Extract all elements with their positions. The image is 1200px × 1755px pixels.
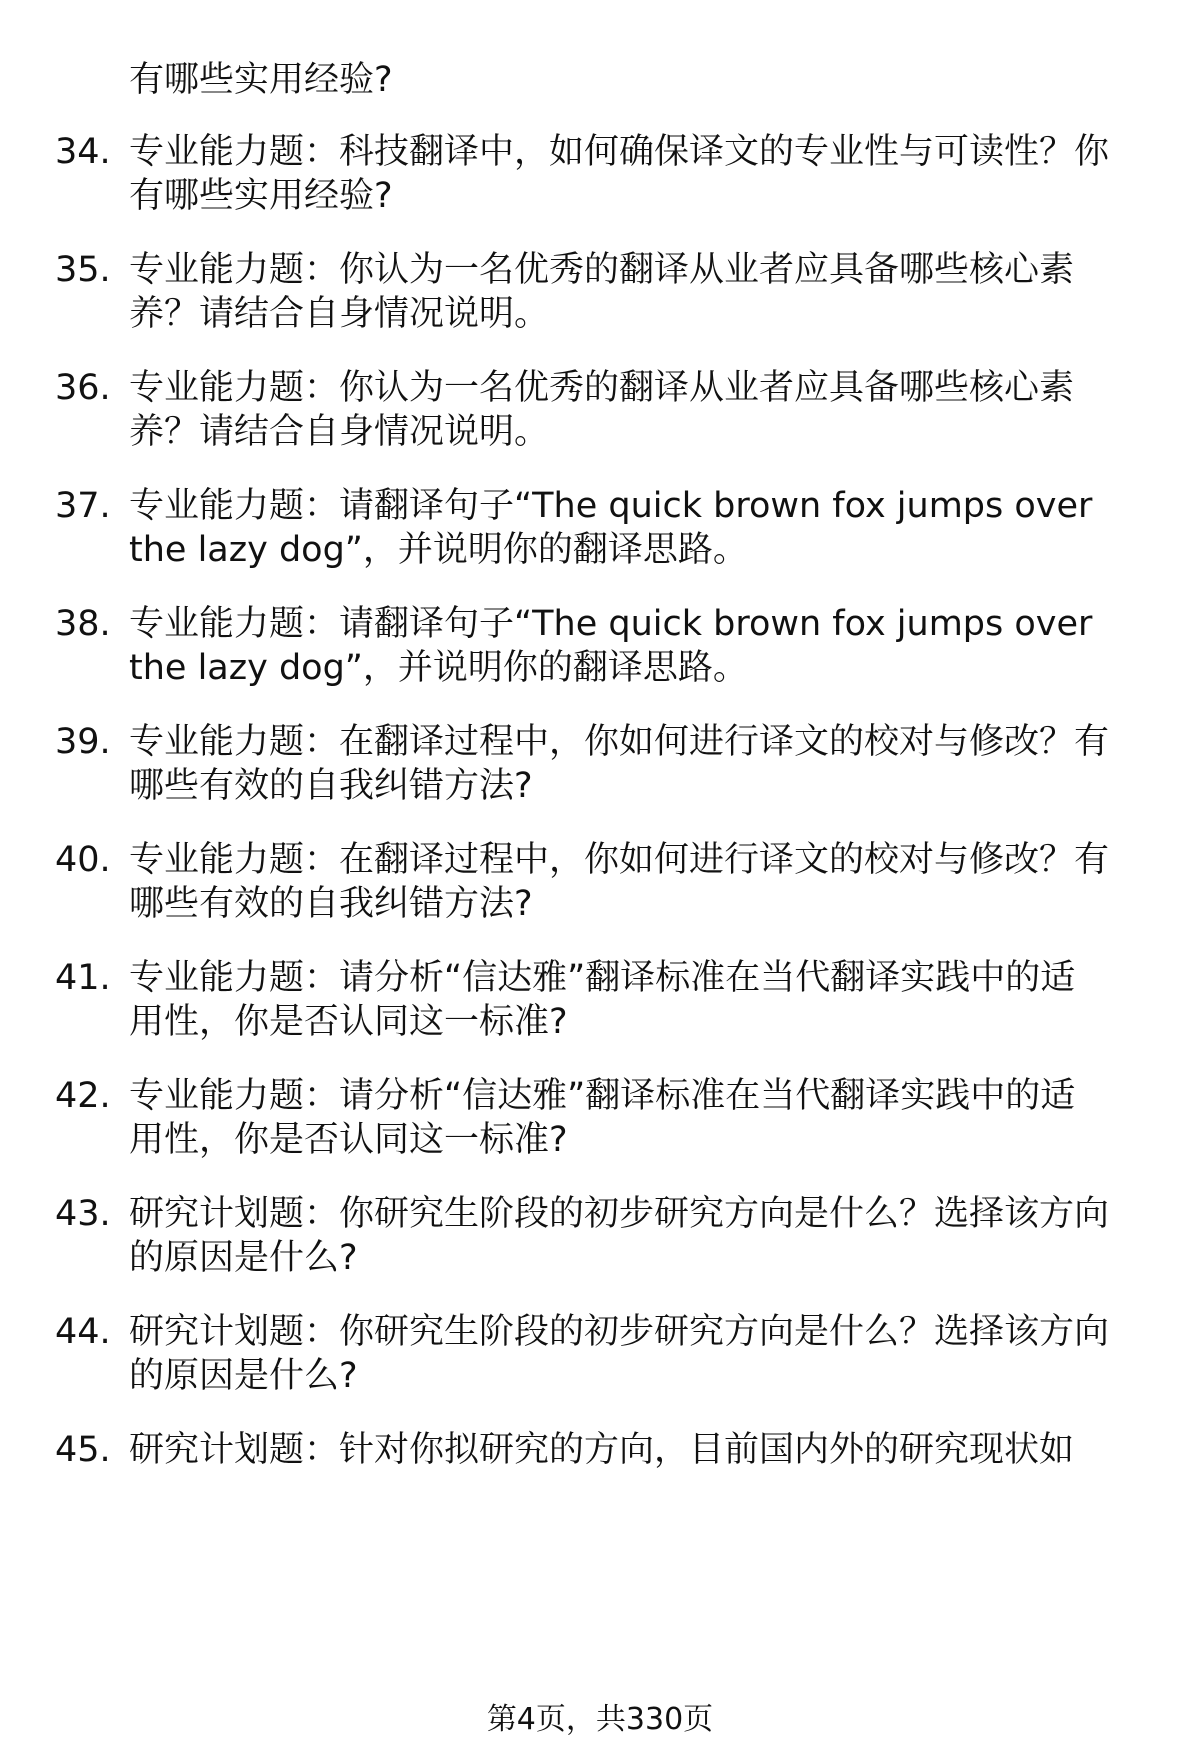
- question-line: 的原因是什么?: [129, 1356, 358, 1396]
- question-line: 专业能力题：请翻译句子“The quick brown fox jumps over: [129, 486, 1093, 526]
- question-line: 研究计划题：针对你拟研究的方向，目前国内外的研究现状如: [129, 1430, 1075, 1470]
- question-number: 39.: [55, 722, 111, 762]
- question-number: 35.: [55, 250, 111, 290]
- question-number: 34.: [55, 132, 111, 172]
- question-line: 专业能力题：请分析“信达雅”翻译标准在当代翻译实践中的适: [129, 958, 1076, 998]
- question-line: 哪些有效的自我纠错方法?: [129, 884, 533, 924]
- question-line: 专业能力题：在翻译过程中，你如何进行译文的校对与修改？有: [129, 840, 1110, 880]
- question-number: 44.: [55, 1312, 111, 1352]
- question-number: 36.: [55, 368, 111, 408]
- question-line: 用性，你是否认同这一标准?: [129, 1002, 568, 1042]
- question-number: 45.: [55, 1430, 111, 1470]
- question-line: 专业能力题：请分析“信达雅”翻译标准在当代翻译实践中的适: [129, 1076, 1076, 1116]
- question-line: 的原因是什么?: [129, 1238, 358, 1278]
- question-line: 哪些有效的自我纠错方法?: [129, 766, 533, 806]
- question-line: 有哪些实用经验?: [129, 176, 393, 216]
- question-line: 专业能力题：你认为一名优秀的翻译从业者应具备哪些核心素: [129, 250, 1075, 290]
- question-line: 专业能力题：在翻译过程中，你如何进行译文的校对与修改？有: [129, 722, 1110, 762]
- question-line: 用性，你是否认同这一标准?: [129, 1120, 568, 1160]
- question-line: 养？请结合自身情况说明。: [129, 294, 550, 334]
- question-line: 专业能力题：请翻译句子“The quick brown fox jumps over: [129, 604, 1093, 644]
- question-line: 专业能力题：科技翻译中，如何确保译文的专业性与可读性？你: [129, 132, 1110, 172]
- question-line: 养？请结合自身情况说明。: [129, 412, 550, 452]
- question-number: 42.: [55, 1076, 111, 1116]
- question-number: 41.: [55, 958, 111, 998]
- question-number: 43.: [55, 1194, 111, 1234]
- question-line: the lazy dog”，并说明你的翻译思路。: [129, 648, 748, 688]
- question-line: 有哪些实用经验?: [129, 60, 393, 100]
- question-number: 38.: [55, 604, 111, 644]
- question-number: 37.: [55, 486, 111, 526]
- question-line: 专业能力题：你认为一名优秀的翻译从业者应具备哪些核心素: [129, 368, 1075, 408]
- question-number: 40.: [55, 840, 111, 880]
- page-footer: 第4页，共330页: [486, 1702, 714, 1737]
- question-line: the lazy dog”，并说明你的翻译思路。: [129, 530, 748, 570]
- question-line: 研究计划题：你研究生阶段的初步研究方向是什么？选择该方向: [129, 1312, 1110, 1352]
- question-line: 研究计划题：你研究生阶段的初步研究方向是什么？选择该方向: [129, 1194, 1110, 1234]
